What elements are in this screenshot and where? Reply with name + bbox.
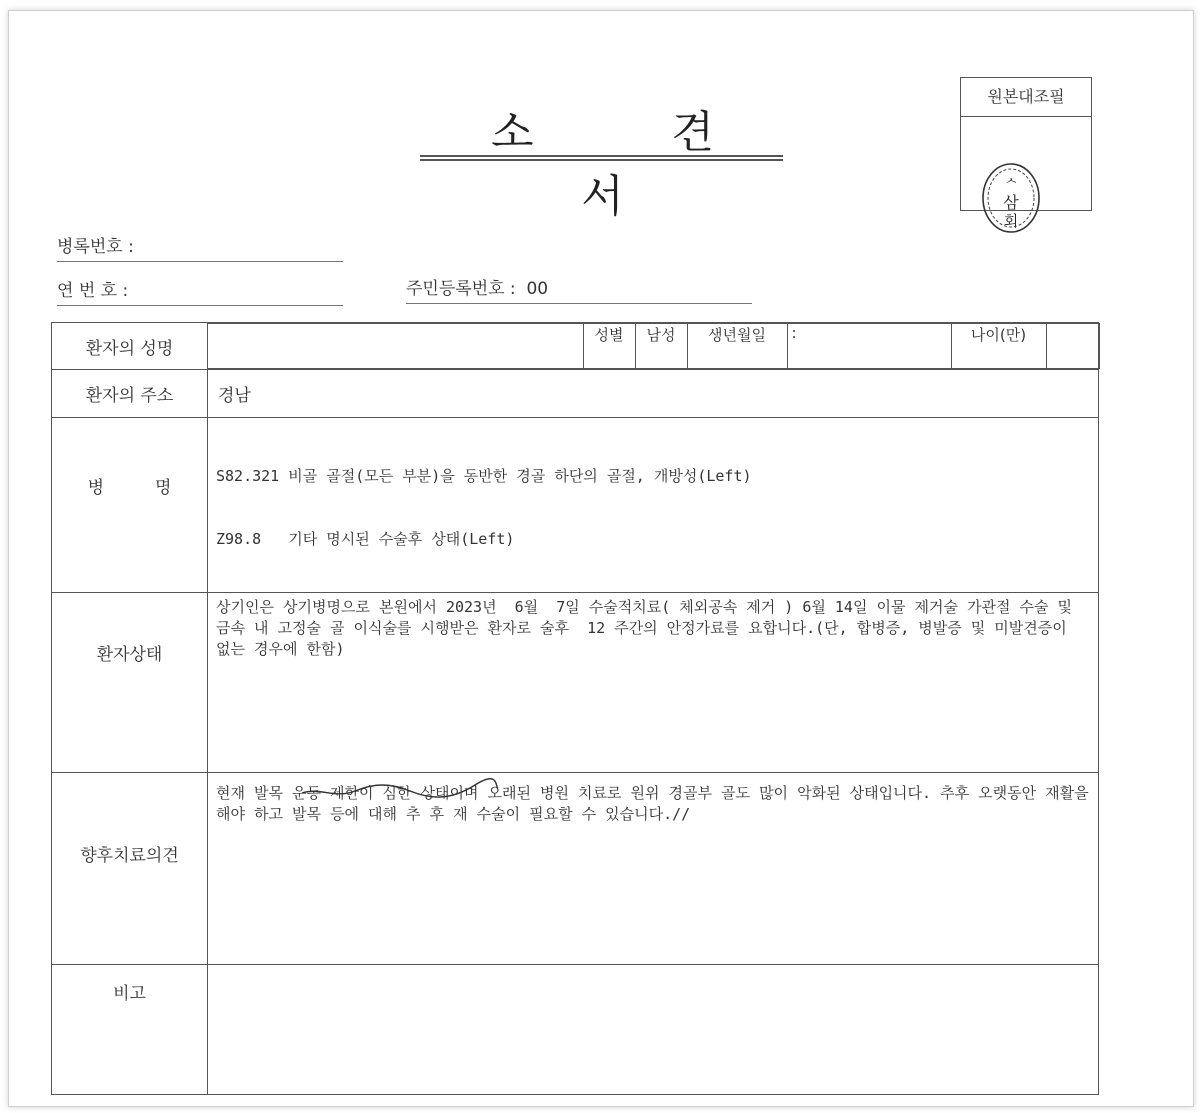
name-label: 환자의 성명 [52,323,208,370]
seal-stamp [977,156,1045,236]
dob-value: : [787,324,951,369]
resident-number-label: 주민등록번호 : [406,279,516,299]
table-row [52,323,1099,370]
document-title: 소 견 서 [491,107,776,222]
diagnosis-label: 병 명 [52,418,208,593]
title-underline [420,155,783,161]
diagnosis-line: S82.321 비골 골절(모든 부분)을 동반한 경골 하단의 골절, 개방성(Left) [216,467,752,485]
name-row-cells [208,323,1099,370]
status-label: 환자상태 [52,593,208,773]
svg-text:삼: 삼 [1003,193,1019,212]
stamp-label: 원본대조필 [961,78,1091,117]
remarks-value [208,965,1099,1095]
svg-text:회: 회 [1003,212,1019,230]
table-row [52,418,1099,593]
table-row [52,370,1099,418]
gender-label: 성별 [583,324,635,369]
table-row [52,593,1099,773]
age-label: 나이(만) [951,324,1046,369]
remarks-label: 비고 [52,965,208,1095]
patient-info-table [51,322,1099,1095]
address-label: 환자의 주소 [52,370,208,418]
diagnosis-value [208,418,1099,593]
opinion-label: 향후치료의견 [52,773,208,965]
svg-text:ᄉ: ᄉ [1004,178,1018,194]
handwritten-underline [300,773,500,803]
original-verification-box [960,77,1092,230]
status-value: 상기인은 상기병명으로 본원에서 2023년 6월 7일 수술적치료( 체외공속 제거 ) 6월 14일 이물 제거술 가관절 수술 및 금속 내 고정술 골 이식술를 시행받은 환자로 술후 12 주간의 안정가료를 요합니다.(단, 합병증, 병발증 및 미발견증이 없는 경우에 한함) [208,593,1099,773]
name-value [208,324,583,369]
age-value [1046,324,1099,369]
gender-value: 남성 [635,324,687,369]
table-row [52,965,1099,1095]
opinion-value: 현재 발목 운동 제한이 심한 상태이며 오래된 병원 치료로 원위 경골부 골도 많이 악화된 상태입니다. 추후 오랫동안 재활을 해야 하고 발목 등에 대해 추 후 재 수술이 필요할 수 있습니다.// [208,773,1099,965]
diagnosis-line: Z98.8 기타 명시된 수술후 상태(Left) [216,530,515,548]
dob-label: 생년월일 [687,324,787,369]
resident-number-value: 00 [526,279,549,299]
serial-number-field: 연 번 호 : [57,276,343,306]
resident-number-field [406,274,752,304]
record-number-field: 병록번호 : [57,232,343,262]
address-value: 경남 [208,370,1099,418]
table-row [52,773,1099,965]
